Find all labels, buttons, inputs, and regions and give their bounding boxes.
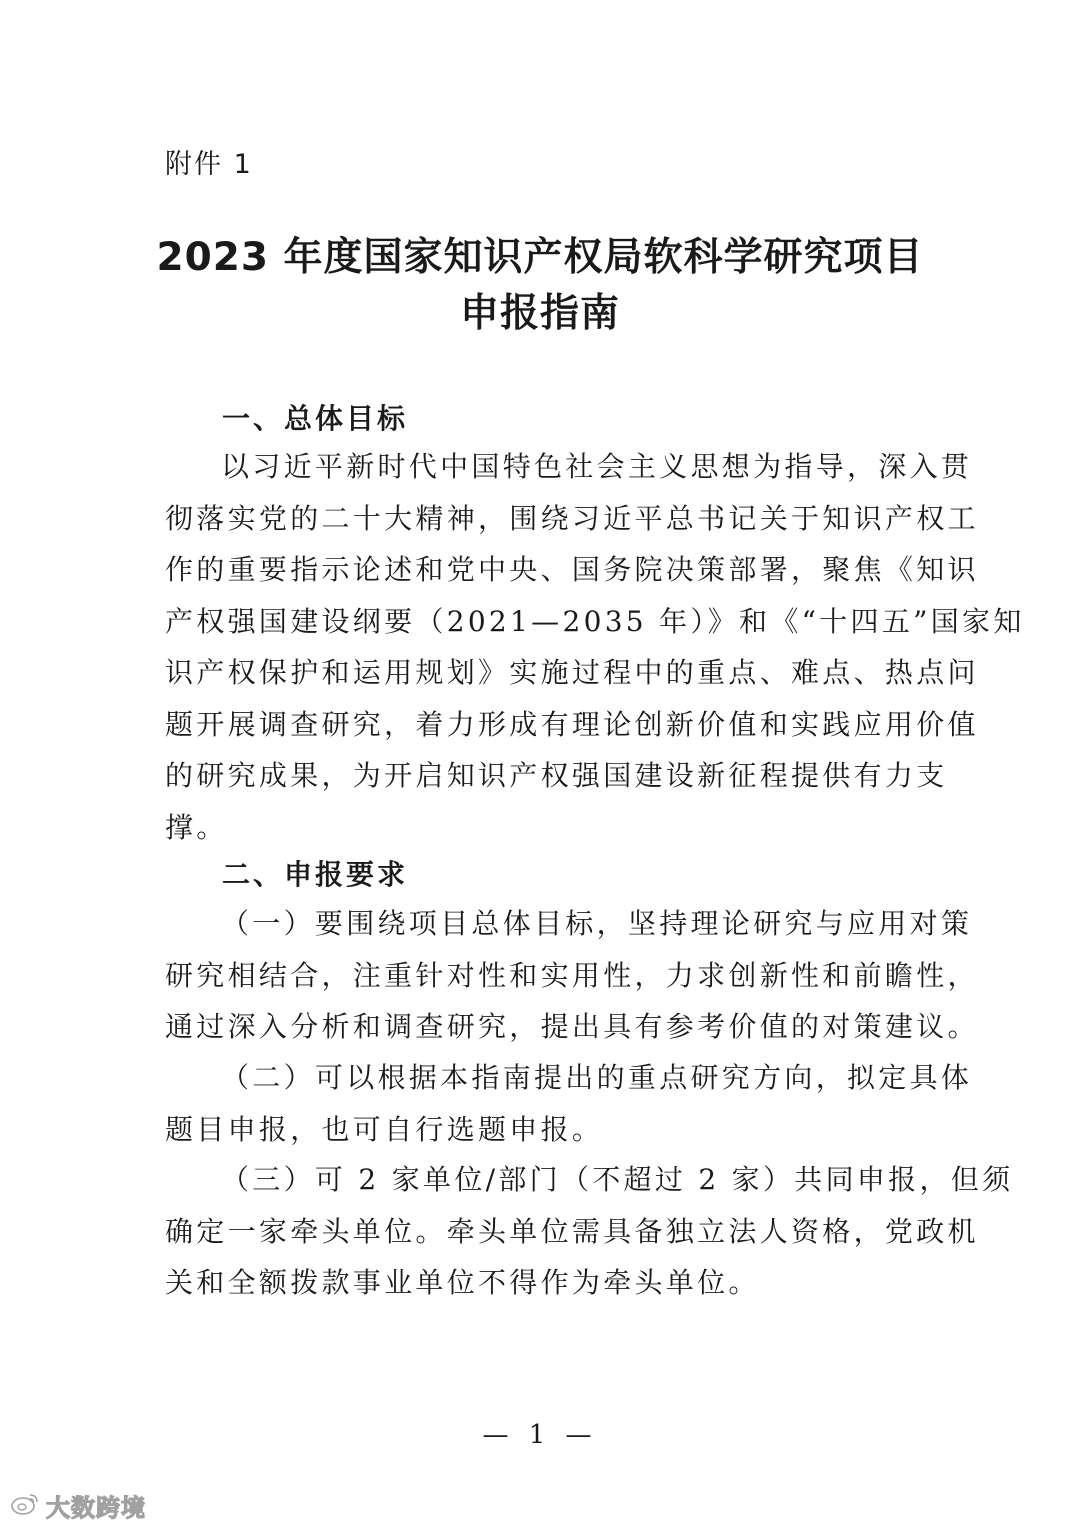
section-heading-overall-goal: 一、总体目标 [222, 402, 409, 435]
weibo-logo-icon [10, 1492, 40, 1520]
paragraph-line: 撑。 [165, 810, 228, 844]
paragraph-line: 彻落实党的二十大精神，围绕习近平总书记关于知识产权工 [165, 501, 979, 535]
watermark [10, 1488, 146, 1523]
paragraph-line: 题开展调查研究，着力形成有理论创新价值和实践应用价值 [165, 707, 979, 741]
page-number: — 1 — [482, 1420, 598, 1450]
paragraph-requirement-1 [165, 898, 979, 1053]
paragraph-line: （一）要围绕项目总体目标，坚持理论研究与应用对策 [221, 907, 973, 940]
paragraph-line: 题目申报，也可自行选题申报。 [165, 1112, 604, 1146]
watermark-text: 大数跨境 [46, 1494, 146, 1522]
paragraph-requirement-2 [165, 1052, 973, 1155]
section-heading-application-requirements: 二、申报要求 [222, 858, 409, 891]
paragraph-line: 识产权保护和运用规划》实施过程中的重点、难点、热点问 [165, 656, 979, 689]
document-title-line-2: 申报指南 [459, 291, 620, 336]
paragraph-line: 以习近平新时代中国特色社会主义思想为指导，深入贯 [221, 450, 973, 483]
paragraph-overall-goal [165, 441, 1025, 853]
paragraph-line: （三）可 2 家单位/部门（不超过 2 家）共同申报，但须 [221, 1163, 1014, 1196]
paragraph-line: 通过深入分析和调查研究，提出具有参考价值的对策建议。 [165, 1010, 979, 1043]
paragraph-line: 的研究成果，为开启知识产权强国建设新征程提供有力支 [165, 759, 948, 792]
paragraph-line: 作的重要指示论述和党中央、国务院决策部署，聚焦《知识 [165, 553, 979, 586]
paragraph-line: 关和全额拨款事业单位不得作为牵头单位。 [165, 1266, 760, 1299]
attachment-label: 附件 1 [165, 149, 253, 180]
paragraph-line: 研究相结合，注重针对性和实用性，力求创新性和前瞻性， [165, 958, 979, 992]
document-title-line-1: 2023 年度国家知识产权局软科学研究项目 [156, 235, 924, 280]
paragraph-line: 确定一家牵头单位。牵头单位需具备独立法人资格，党政机 [165, 1214, 979, 1248]
paragraph-requirement-3 [165, 1154, 1014, 1309]
paragraph-line: 产权强国建设纲要（2021—2035 年）》和《“十四五”国家知 [165, 604, 1025, 638]
paragraph-line: （二）可以根据本指南提出的重点研究方向，拟定具体 [221, 1061, 973, 1094]
